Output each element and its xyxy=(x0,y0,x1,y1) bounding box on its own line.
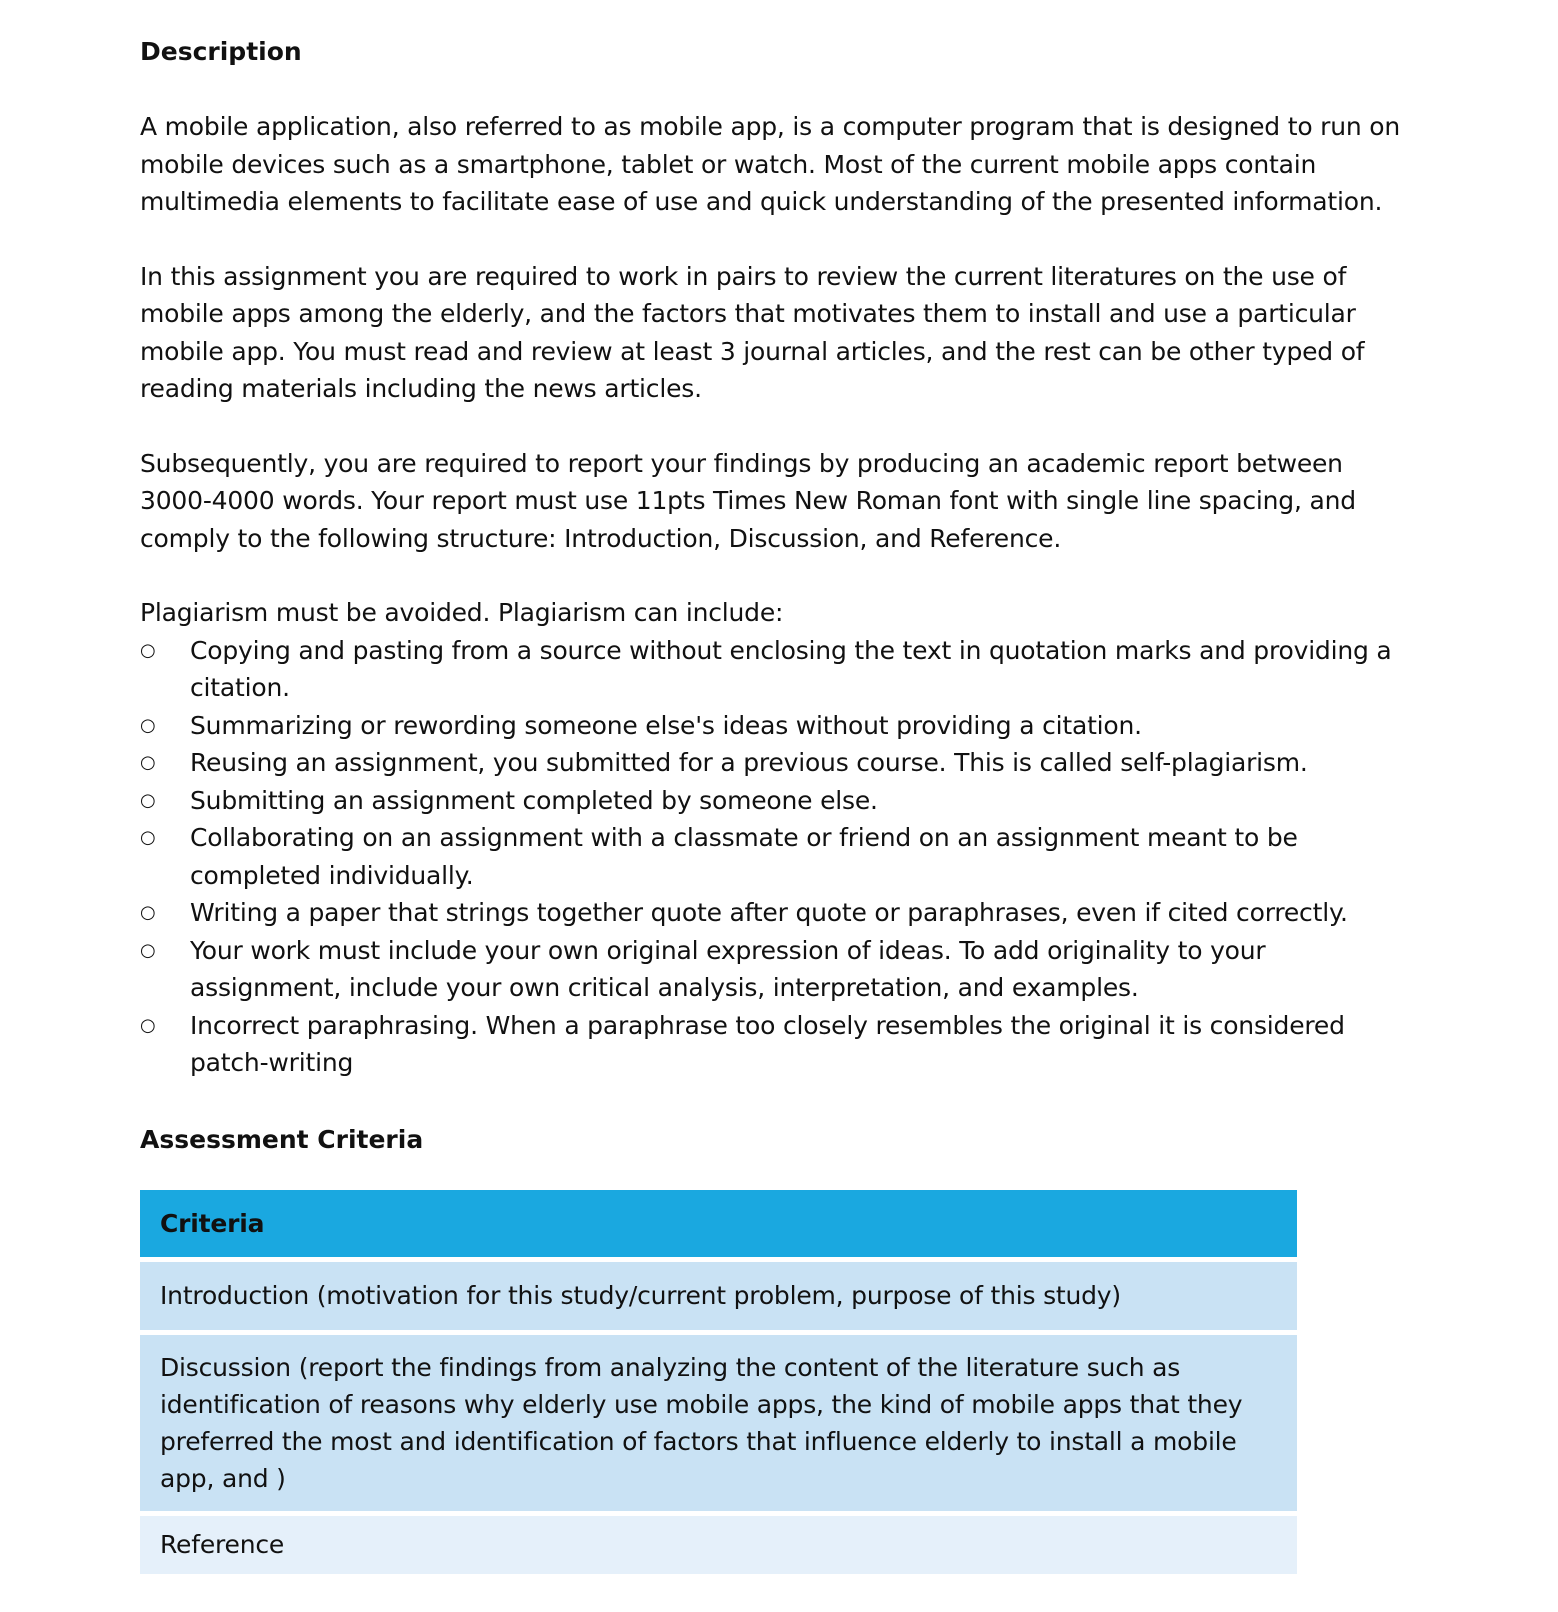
list-item xyxy=(140,932,1410,1007)
list-item-text: Writing a paper that strings together quote after quote or paraphrases, even if cited correctly. xyxy=(190,898,1348,927)
plagiarism-list xyxy=(140,632,1410,1082)
list-item-text: Copying and pasting from a source without enclosing the text in quotation marks and providing a citation. xyxy=(190,635,1392,702)
plagiarism-intro: Plagiarism must be avoided. Plagiarism can include: xyxy=(140,598,784,627)
table-header-criteria: Criteria xyxy=(140,1190,1297,1257)
bullet-circle-icon: ○ xyxy=(140,714,156,736)
assessment-heading: Assessment Criteria xyxy=(140,1124,424,1154)
bullet-circle-icon: ○ xyxy=(140,939,156,961)
bullet-circle-icon: ○ xyxy=(140,902,156,923)
list-item-text: Incorrect paraphrasing. When a paraphrase too closely resembles the original it is considered patch-writing xyxy=(190,1010,1345,1077)
table-row xyxy=(140,1335,1297,1511)
list-item-text: Collaborating on an assignment with a classmate or friend on an assignment meant to be completed individually. xyxy=(190,823,1298,890)
bullet-circle-icon: ○ xyxy=(140,827,156,848)
description-heading: Description xyxy=(140,37,302,66)
list-item-text: Your work must include your own original expression of ideas. To add originality to your assignment, include your own critical analysis, interpretation, and examples. xyxy=(190,935,1266,1002)
list-item xyxy=(140,744,1410,782)
paragraph-report: Subsequently, you are required to report your findings by producing an academic report between 3000-4000 words. Your report must use 11pts Times New Roman font with single line spacing, and comply to the following structure: Introduction, Discussion, and Reference. xyxy=(140,448,1356,553)
criteria-reference: Reference xyxy=(140,1516,1297,1574)
bullet-circle-icon: ○ xyxy=(140,1014,156,1036)
bullet-circle-icon: ○ xyxy=(140,789,156,811)
table-row xyxy=(140,1262,1297,1330)
list-item xyxy=(140,782,1410,820)
list-item xyxy=(140,632,1410,707)
criteria-table xyxy=(140,1185,1297,1579)
table-header-row xyxy=(140,1190,1297,1257)
list-item xyxy=(140,819,1410,894)
list-item-text: Reusing an assignment, you submitted for a previous course. This is called self-plagiarism. xyxy=(190,748,1308,777)
list-item xyxy=(140,894,1410,932)
list-item-text: Summarizing or rewording someone else's ideas without providing a citation. xyxy=(190,710,1142,740)
bullet-circle-icon: ○ xyxy=(140,752,156,773)
document-page xyxy=(140,34,1410,1579)
list-item xyxy=(140,1007,1410,1082)
list-item-text: Submitting an assignment completed by someone else. xyxy=(190,785,878,815)
criteria-discussion: Discussion (report the findings from analyzing the content of the literature such as identification of reasons why elderly use mobile apps, the kind of mobile apps that they preferred the most and identification of factors that influence elderly to install a mobile app, and ) xyxy=(140,1335,1297,1511)
criteria-introduction: Introduction (motivation for this study/current problem, purpose of this study) xyxy=(140,1262,1297,1330)
list-item xyxy=(140,707,1410,745)
paragraph-intro: A mobile application, also referred to as mobile app, is a computer program that is designed to run on mobile devices such as a smartphone, tablet or watch. Most of the current mobile apps contain multimedia elements to facilitate ease of use and quick understanding of the presented information. xyxy=(140,112,1401,216)
table-row xyxy=(140,1516,1297,1574)
paragraph-assignment: In this assignment you are required to work in pairs to review the current literatures on the use of mobile apps among the elderly, and the factors that motivates them to install and use a particular mobile app. You must read and review at least 3 journal articles, and the rest can be other typed of reading materials including the news articles. xyxy=(140,261,1365,403)
bullet-circle-icon: ○ xyxy=(140,639,156,661)
